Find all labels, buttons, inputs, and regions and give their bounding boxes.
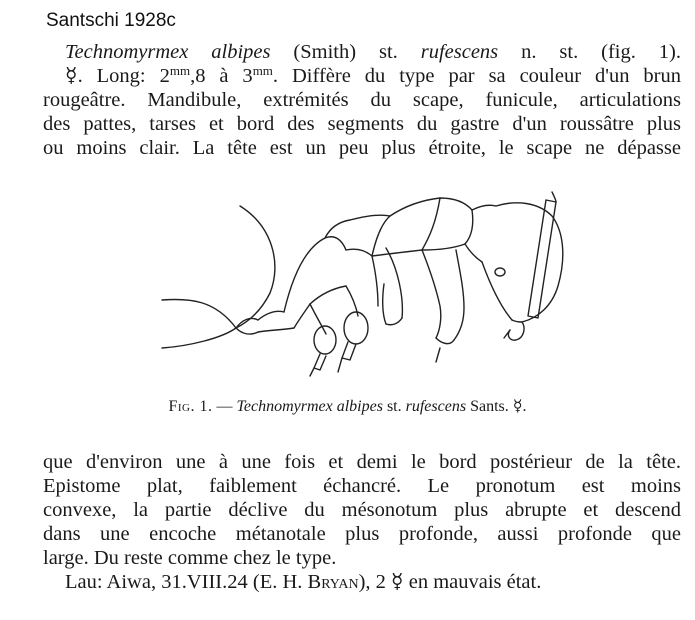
description-line-7: Epistome plat, faiblement échancré. Le pronotum est moins bbox=[43, 475, 681, 497]
ant-figure-illustration bbox=[160, 188, 580, 378]
measurement-text-a: ☿. Long: 2 bbox=[65, 65, 170, 87]
description-line-10: large. Du reste comme chez le type. bbox=[43, 547, 337, 569]
description-paragraph-bottom bbox=[43, 450, 681, 594]
description-line-8: convexe, la partie déclive du mésonotum plus abrupte et descend bbox=[43, 499, 681, 521]
taxon-subspecies: rufescens bbox=[420, 41, 499, 63]
description-line-9: dans une encoche métanotale plus profonde, aussi profonde que bbox=[43, 523, 681, 545]
unit-mm-2: mm bbox=[252, 63, 273, 78]
unit-mm-1: mm bbox=[169, 63, 191, 78]
figure-caption bbox=[0, 397, 695, 417]
taxon-author: (Smith) st. bbox=[270, 41, 421, 63]
caption-subspecies: rufescens bbox=[405, 398, 467, 415]
taxon-title-line bbox=[43, 40, 681, 64]
caption-dash: — bbox=[212, 398, 237, 415]
description-line-4: des pattes, tarses et bord des segments du gastre d'un roussâtre plus bbox=[43, 113, 681, 135]
description-line-3: rougeâtre. Mandibule, extrémités du scape, funicule, articulations bbox=[43, 89, 681, 111]
description-line-6: que d'environ une à une fois et demi le bord postérieur de la tête. bbox=[43, 451, 681, 473]
taxon-genus: Technomyrmex albipes bbox=[65, 41, 271, 63]
measurement-text-b: ,8 à 3 bbox=[190, 65, 253, 87]
description-line-5: ou moins clair. La tête est un peu plus étroite, le scape ne dépasse bbox=[43, 137, 681, 159]
figure-label: Fig. 1. bbox=[168, 398, 213, 415]
collector-name: Bryan bbox=[307, 571, 359, 593]
taxon-title-rest: n. st. (fig. 1). bbox=[498, 41, 681, 63]
measurement-text-c: . Diffère du type par sa couleur d'un brun bbox=[272, 65, 681, 87]
description-paragraph-top bbox=[43, 40, 681, 160]
caption-end: Sants. ☿. bbox=[466, 398, 527, 415]
locality-text-a: Lau: Aiwa, 31.VIII.24 (E. H. bbox=[65, 571, 308, 593]
locality-text-b: ), 2 ☿ en mauvais état. bbox=[358, 571, 542, 593]
measurement-line bbox=[43, 64, 681, 88]
locality-line bbox=[43, 570, 681, 594]
caption-genus: Technomyrmex albipes bbox=[236, 398, 383, 415]
caption-mid: st. bbox=[382, 398, 406, 415]
citation-label: Santschi 1928c bbox=[46, 10, 176, 31]
